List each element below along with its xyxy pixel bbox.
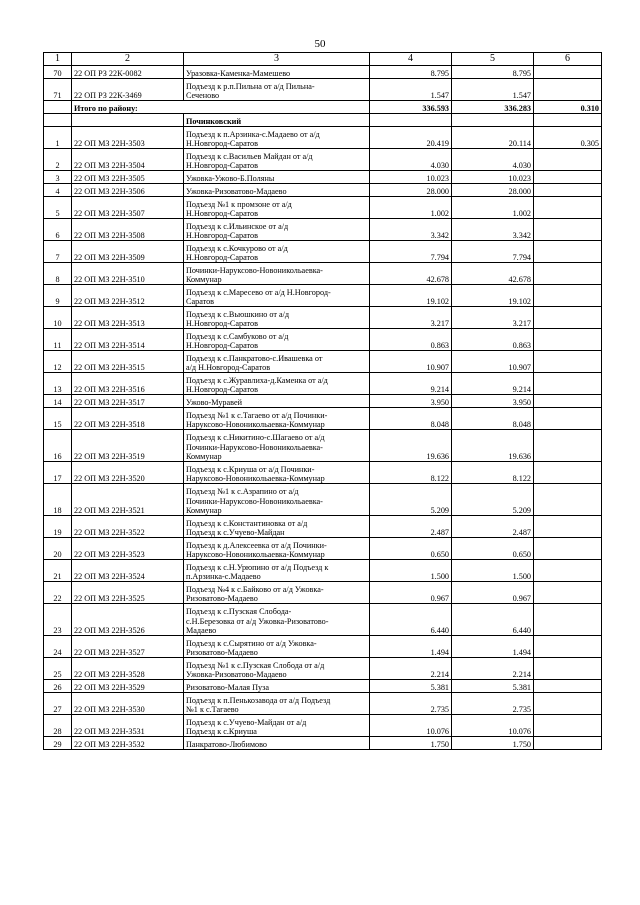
length-other [534, 285, 602, 307]
row-number: 22 [44, 582, 72, 604]
row-number: 8 [44, 263, 72, 285]
length-other [534, 184, 602, 197]
length-other [534, 373, 602, 395]
table-row [44, 307, 602, 329]
length-total: 2.487 [370, 516, 452, 538]
row-number [44, 114, 72, 127]
header-cell: 1 [44, 53, 72, 66]
length-paved: 2.487 [452, 516, 534, 538]
length-other [534, 219, 602, 241]
road-name: Подъезд к с.Маресево от а/д Н.Новгород- Саратов [184, 285, 370, 307]
road-code: 22 ОП МЗ 22Н-3512 [72, 285, 184, 307]
length-other [534, 197, 602, 219]
road-name: Подъезд к с.Кочкурово от а/д Н.Новгород-Саратов [184, 241, 370, 263]
road-code: 22 ОП МЗ 22Н-3508 [72, 219, 184, 241]
road-code: 22 ОП МЗ 22Н-3503 [72, 127, 184, 149]
row-number: 13 [44, 373, 72, 395]
length-other [534, 680, 602, 693]
road-code: 22 ОП МЗ 22Н-3527 [72, 636, 184, 658]
road-code: 22 ОП МЗ 22Н-3529 [72, 680, 184, 693]
length-paved: 20.114 [452, 127, 534, 149]
length-paved: 1.494 [452, 636, 534, 658]
road-code: 22 ОП МЗ 22Н-3513 [72, 307, 184, 329]
header-cell: 4 [370, 53, 452, 66]
road-code: 22 ОП МЗ 22Н-3526 [72, 604, 184, 636]
row-number: 15 [44, 408, 72, 430]
length-other [534, 149, 602, 171]
length-paved: 10.076 [452, 715, 534, 737]
length-other [534, 636, 602, 658]
road-code: 22 ОП МЗ 22Н-3531 [72, 715, 184, 737]
length-total: 0.650 [370, 538, 452, 560]
length-other [534, 604, 602, 636]
road-code: 22 ОП МЗ 22Н-3507 [72, 197, 184, 219]
table-row [44, 66, 602, 79]
length-paved: 42.678 [452, 263, 534, 285]
district-row [44, 114, 602, 127]
length-other: 0.305 [534, 127, 602, 149]
road-name: Подъезд к с.Вьюшкино от а/д Н.Новгород-Саратов [184, 307, 370, 329]
length-paved: 10.907 [452, 351, 534, 373]
length-total: 2.214 [370, 658, 452, 680]
road-code: 22 ОП МЗ 22Н-3521 [72, 484, 184, 516]
length-paved: 0.863 [452, 329, 534, 351]
row-number: 27 [44, 693, 72, 715]
table-row [44, 693, 602, 715]
row-number: 26 [44, 680, 72, 693]
road-code: 22 ОП МЗ 22Н-3504 [72, 149, 184, 171]
road-name: Подъезд к с.Никитино-с.Шагаево от а/д Починки-Наруксово-Новоникольаевка- Коммунар [184, 430, 370, 462]
length-paved: 336.283 [452, 101, 534, 114]
row-number: 29 [44, 737, 72, 750]
length-paved: 2.735 [452, 693, 534, 715]
length-paved: 6.440 [452, 604, 534, 636]
road-name: Подъезд №1 к промзоне от а/д Н.Новгород-Саратов [184, 197, 370, 219]
length-other [534, 395, 602, 408]
length-paved: 1.750 [452, 737, 534, 750]
length-paved: 3.342 [452, 219, 534, 241]
roads-table [43, 52, 602, 750]
road-code: 22 ОП МЗ 22Н-3518 [72, 408, 184, 430]
length-paved: 1.500 [452, 560, 534, 582]
table-row [44, 373, 602, 395]
length-total: 42.678 [370, 263, 452, 285]
length-other [534, 79, 602, 101]
row-number: 71 [44, 79, 72, 101]
road-name: Ужовка-Ризоватово-Мадаево [184, 184, 370, 197]
length-other [534, 737, 602, 750]
road-name: Панкратово-Любимово [184, 737, 370, 750]
table-row [44, 737, 602, 750]
road-name: Подъезд к с.Учуево-Майдан от а/д Подъезд к с.Криуша [184, 715, 370, 737]
road-name: Подъезд к с.Пузская Слобода- с.Н.Березовка от а/д Ужовка-Ризоватово- Мадаево [184, 604, 370, 636]
length-other [534, 263, 602, 285]
length-other [534, 538, 602, 560]
table-row [44, 351, 602, 373]
length-other [534, 693, 602, 715]
row-number: 20 [44, 538, 72, 560]
road-name: Подъезд к с.Ильинское от а/д Н.Новгород-Саратов [184, 219, 370, 241]
total-row [44, 101, 602, 114]
length-paved [452, 114, 534, 127]
row-number: 11 [44, 329, 72, 351]
length-total: 19.102 [370, 285, 452, 307]
table-row [44, 329, 602, 351]
table-row [44, 462, 602, 484]
table-row [44, 560, 602, 582]
row-number: 4 [44, 184, 72, 197]
row-number: 3 [44, 171, 72, 184]
header-cell: 2 [72, 53, 184, 66]
length-total: 2.735 [370, 693, 452, 715]
length-other [534, 582, 602, 604]
road-code: 22 ОП РЗ 22К-3469 [72, 79, 184, 101]
table-row [44, 241, 602, 263]
length-paved: 19.636 [452, 430, 534, 462]
road-name: Уразовка-Каменка-Мамешево [184, 66, 370, 79]
length-total: 10.076 [370, 715, 452, 737]
road-name: Починковский [184, 114, 370, 127]
length-total [370, 114, 452, 127]
road-name: Подъезд к с.Криуша от а/д Починки- Наруксово-Новоникольаевка-Коммунар [184, 462, 370, 484]
row-number: 19 [44, 516, 72, 538]
table-row [44, 408, 602, 430]
table-row [44, 219, 602, 241]
road-name: Ризоватово-Малая Пуза [184, 680, 370, 693]
length-paved: 10.023 [452, 171, 534, 184]
length-total: 6.440 [370, 604, 452, 636]
length-paved: 0.650 [452, 538, 534, 560]
length-paved: 3.950 [452, 395, 534, 408]
road-code: 22 ОП МЗ 22Н-3516 [72, 373, 184, 395]
length-total: 5.209 [370, 484, 452, 516]
length-other: 0.310 [534, 101, 602, 114]
length-other [534, 430, 602, 462]
table-row [44, 516, 602, 538]
road-name: Подъезд к с.Васильев Майдан от а/д Н.Новгород-Саратов [184, 149, 370, 171]
road-code: 22 ОП МЗ 22Н-3509 [72, 241, 184, 263]
road-code: 22 ОП МЗ 22Н-3522 [72, 516, 184, 538]
header-row [44, 53, 602, 66]
length-total: 7.794 [370, 241, 452, 263]
table-row [44, 184, 602, 197]
length-total: 8.122 [370, 462, 452, 484]
length-paved: 0.967 [452, 582, 534, 604]
row-number: 18 [44, 484, 72, 516]
length-paved: 7.794 [452, 241, 534, 263]
length-other [534, 307, 602, 329]
length-total: 1.494 [370, 636, 452, 658]
table-row [44, 197, 602, 219]
road-name: Ужово-Муравей [184, 395, 370, 408]
table-row [44, 484, 602, 516]
length-paved: 5.209 [452, 484, 534, 516]
length-total: 1.002 [370, 197, 452, 219]
length-other [534, 516, 602, 538]
road-code: 22 ОП МЗ 22Н-3517 [72, 395, 184, 408]
road-name: Подъезд №1 к с.Пузская Слобода от а/д Ужовка-Ризоватово-Мадаево [184, 658, 370, 680]
row-number: 14 [44, 395, 72, 408]
row-number: 10 [44, 307, 72, 329]
table-row [44, 715, 602, 737]
length-total: 10.023 [370, 171, 452, 184]
road-code: 22 ОП МЗ 22Н-3523 [72, 538, 184, 560]
road-name: Починки-Наруксово-Новоникольаевка- Коммунар [184, 263, 370, 285]
length-other [534, 114, 602, 127]
length-total: 0.967 [370, 582, 452, 604]
road-code: 22 ОП МЗ 22Н-3515 [72, 351, 184, 373]
road-code: 22 ОП МЗ 22Н-3514 [72, 329, 184, 351]
table-row [44, 395, 602, 408]
road-code [72, 114, 184, 127]
row-number: 1 [44, 127, 72, 149]
table-row [44, 658, 602, 680]
length-total: 1.547 [370, 79, 452, 101]
length-paved: 19.102 [452, 285, 534, 307]
road-code: 22 ОП МЗ 22Н-3524 [72, 560, 184, 582]
road-name: Подъезд №1 к с.Азрапино от а/д Починки-Наруксово-Новоникольаевка- Коммунар [184, 484, 370, 516]
length-other [534, 171, 602, 184]
table-row [44, 263, 602, 285]
length-total: 1.750 [370, 737, 452, 750]
road-name: Подъезд к д.Алексеевка от а/д Починки- Наруксово-Новоникольаевка-Коммунар [184, 538, 370, 560]
table-row [44, 79, 602, 101]
length-paved: 1.547 [452, 79, 534, 101]
road-code: 22 ОП МЗ 22Н-3510 [72, 263, 184, 285]
length-total: 1.500 [370, 560, 452, 582]
road-code: 22 ОП МЗ 22Н-3505 [72, 171, 184, 184]
road-code: 22 ОП РЗ 22К-0082 [72, 66, 184, 79]
length-other [534, 715, 602, 737]
road-code: 22 ОП МЗ 22Н-3532 [72, 737, 184, 750]
row-number: 25 [44, 658, 72, 680]
road-code: 22 ОП МЗ 22Н-3525 [72, 582, 184, 604]
row-number: 70 [44, 66, 72, 79]
road-name: Подъезд к п.Арзинка-с.Мадаево от а/д Н.Новгород-Саратов [184, 127, 370, 149]
length-paved: 4.030 [452, 149, 534, 171]
road-name: Ужовка-Ужово-Б.Поляны [184, 171, 370, 184]
length-paved: 8.795 [452, 66, 534, 79]
row-number: 24 [44, 636, 72, 658]
road-code: 22 ОП МЗ 22Н-3519 [72, 430, 184, 462]
road-code: 22 ОП МЗ 22Н-3520 [72, 462, 184, 484]
road-name: Подъезд №1 к с.Тагаево от а/д Починки- Наруксово-Новоникольаевка-Коммунар [184, 408, 370, 430]
road-name: Подъезд к с.Журавлиха-д.Каменка от а/д Н.Новгород-Саратов [184, 373, 370, 395]
road-name: Подъезд к с.Сырятино от а/д Ужовка- Ризоватово-Мадаево [184, 636, 370, 658]
table-row [44, 582, 602, 604]
table-row [44, 285, 602, 307]
road-name: Подъезд к п.Пенькозавода от а/д Подъезд №1 к с.Тагаево [184, 693, 370, 715]
length-paved: 8.122 [452, 462, 534, 484]
length-total: 8.048 [370, 408, 452, 430]
row-number: 23 [44, 604, 72, 636]
table-row [44, 171, 602, 184]
table-row [44, 127, 602, 149]
length-total: 0.863 [370, 329, 452, 351]
row-number [44, 101, 72, 114]
length-paved: 2.214 [452, 658, 534, 680]
length-other [534, 66, 602, 79]
page-number: 50 [314, 38, 326, 50]
length-other [534, 658, 602, 680]
length-other [534, 329, 602, 351]
length-other [534, 484, 602, 516]
road-name: Подъезд к с.Н.Урюпино от а/д Подъезд к п.Арзинка-с.Мадаево [184, 560, 370, 582]
length-paved: 5.381 [452, 680, 534, 693]
table-row [44, 636, 602, 658]
road-name: Подъезд к с.Самбуково от а/д Н.Новгород-Саратов [184, 329, 370, 351]
length-total: 3.342 [370, 219, 452, 241]
length-paved: 28.000 [452, 184, 534, 197]
length-total: 3.950 [370, 395, 452, 408]
header-cell: 5 [452, 53, 534, 66]
length-paved: 3.217 [452, 307, 534, 329]
road-code: 22 ОП МЗ 22Н-3528 [72, 658, 184, 680]
length-total: 28.000 [370, 184, 452, 197]
length-other [534, 351, 602, 373]
row-number: 6 [44, 219, 72, 241]
row-number: 9 [44, 285, 72, 307]
length-other [534, 241, 602, 263]
road-name: Подъезд к с.Константиновка от а/д Подъезд к с.Учуево-Майдан [184, 516, 370, 538]
length-total: 8.795 [370, 66, 452, 79]
header-cell: 6 [534, 53, 602, 66]
row-number: 21 [44, 560, 72, 582]
table-row [44, 680, 602, 693]
length-total: 336.593 [370, 101, 452, 114]
length-other [534, 408, 602, 430]
row-number: 7 [44, 241, 72, 263]
length-total: 20.419 [370, 127, 452, 149]
length-paved: 8.048 [452, 408, 534, 430]
header-cell: 3 [184, 53, 370, 66]
road-name: Подъезд к р.п.Пильна от а/д Пильна- Сеченово [184, 79, 370, 101]
length-paved: 9.214 [452, 373, 534, 395]
length-total: 4.030 [370, 149, 452, 171]
table-row [44, 604, 602, 636]
table-row [44, 430, 602, 462]
road-name: Подъезд №4 к с.Байково от а/д Ужовка- Ризоватово-Мадаево [184, 582, 370, 604]
row-number: 28 [44, 715, 72, 737]
length-total: 19.636 [370, 430, 452, 462]
row-number: 2 [44, 149, 72, 171]
row-number: 5 [44, 197, 72, 219]
length-total: 10.907 [370, 351, 452, 373]
length-other [534, 560, 602, 582]
table-row [44, 149, 602, 171]
row-number: 17 [44, 462, 72, 484]
row-number: 16 [44, 430, 72, 462]
road-code: 22 ОП МЗ 22Н-3506 [72, 184, 184, 197]
road-name: Подъезд к с.Панкратово-с.Ивашевка от а/д Н.Новгород-Саратов [184, 351, 370, 373]
table-row [44, 538, 602, 560]
length-total: 3.217 [370, 307, 452, 329]
road-code: 22 ОП МЗ 22Н-3530 [72, 693, 184, 715]
length-paved: 1.002 [452, 197, 534, 219]
road-code: Итого по району: [72, 101, 370, 114]
row-number: 12 [44, 351, 72, 373]
length-total: 9.214 [370, 373, 452, 395]
length-other [534, 462, 602, 484]
length-total: 5.381 [370, 680, 452, 693]
